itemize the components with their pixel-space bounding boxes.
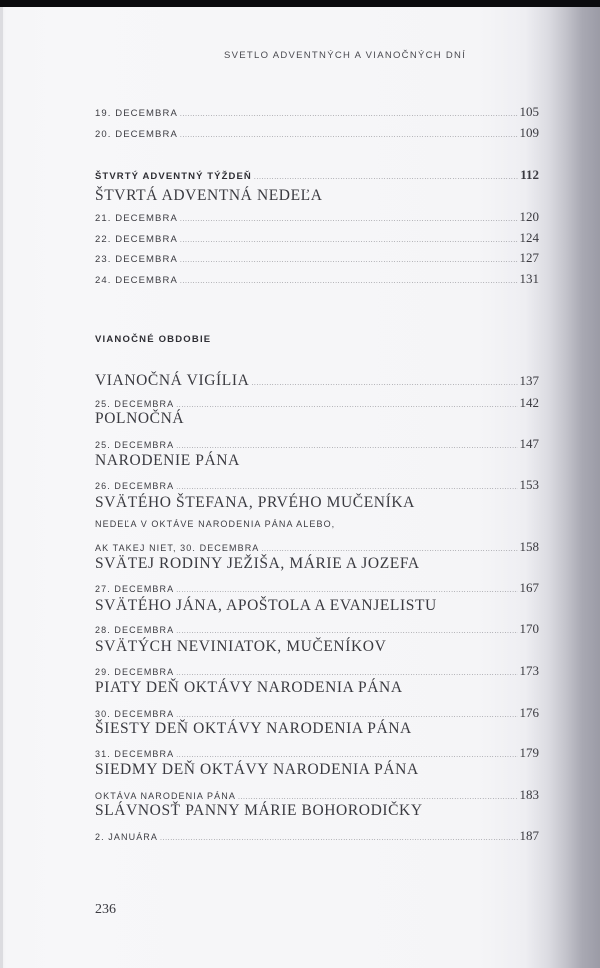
toc-feast-title: ŠTVRTÁ ADVENTNÁ NEDEĽA (95, 187, 323, 204)
leader-dots (180, 216, 518, 223)
toc-page-number: 105 (519, 104, 539, 119)
scan-top-edge (0, 0, 600, 7)
toc-feast-title: SVÄTÝCH NEVINIATOK, MUČENÍKOV (95, 638, 387, 655)
toc-entry-label: 26. DECEMBRA (95, 481, 175, 491)
toc-entry-label: AK TAKEJ NIET, 30. DECEMBRA (95, 543, 260, 553)
toc-entry (95, 104, 539, 120)
toc-page-number: 153 (519, 477, 539, 492)
toc-page-number: 170 (519, 621, 539, 636)
toc-entry (95, 745, 539, 761)
toc-entry-label: 22. DECEMBRA (95, 234, 178, 245)
toc-page-number: 158 (519, 539, 539, 554)
leader-dots (261, 546, 517, 553)
leader-dots (180, 278, 518, 285)
toc-week-entry (95, 167, 539, 183)
toc-entry-label: ŠTVRTÝ ADVENTNÝ TÝŽDEŇ (95, 171, 252, 182)
toc-entry-label: 28. DECEMBRA (95, 625, 175, 635)
toc-feast-title: POLNOČNÁ (95, 410, 185, 427)
toc-entry-label: 25. DECEMBRA (95, 440, 175, 450)
toc-entry (95, 250, 539, 266)
toc-entry (95, 209, 539, 225)
toc-entry-label: 2. JANUÁRA (95, 832, 159, 842)
toc-entry-label: 31. DECEMBRA (95, 749, 175, 759)
toc-entry-label: 30. DECEMBRA (95, 709, 175, 719)
toc-entry (95, 271, 539, 287)
page-number: 236 (95, 902, 116, 917)
toc-entry (95, 436, 539, 452)
leader-dots (160, 835, 517, 842)
toc-page-number: 183 (519, 787, 539, 802)
leader-dots (180, 257, 518, 264)
toc-page-number: 173 (519, 663, 539, 678)
toc-entry-label: OKTÁVA NARODENIA PÁNA (95, 791, 236, 801)
leader-dots (180, 111, 518, 118)
toc-feast-title: NARODENIE PÁNA (95, 452, 240, 469)
running-head: SVETLO ADVENTNÝCH A VIANOČNÝCH DNÍ (224, 50, 467, 61)
toc-entry-label: 19. DECEMBRA (95, 108, 178, 119)
toc-feast-title: SIEDMY DEŇ OKTÁVY NARODENIA PÁNA (95, 761, 419, 778)
toc-entry (95, 580, 539, 596)
toc-feast-title: SVÄTEJ RODINY JEŽIŠA, MÁRIE A JOZEFA (95, 555, 420, 572)
toc-page-number: 124 (519, 230, 539, 245)
toc-page-number: 187 (519, 828, 539, 843)
toc-page-number: 127 (519, 250, 539, 265)
toc-entry-label: 23. DECEMBRA (95, 254, 178, 265)
toc-entry (95, 787, 539, 803)
toc-entry (95, 230, 539, 246)
toc-entry (95, 705, 539, 721)
toc-entry-label: VIANOČNÁ VIGÍLIA (95, 372, 250, 389)
toc-page-number: 131 (519, 271, 539, 286)
toc-entry (95, 125, 539, 141)
toc-page-number: 112 (520, 167, 539, 182)
toc-entry (95, 621, 539, 637)
toc-page-number: 142 (519, 395, 539, 410)
toc-page-number: 147 (519, 436, 539, 451)
toc-entry (95, 395, 539, 411)
toc-entry (95, 477, 539, 493)
toc-page-number: 167 (519, 580, 539, 595)
toc-page-number: 179 (519, 745, 539, 760)
toc-entry-label: 25. DECEMBRA (95, 399, 175, 409)
toc-entry (95, 663, 539, 679)
toc-page-number: 137 (519, 373, 539, 388)
toc-page-number: 109 (519, 125, 539, 140)
toc-entry-label: 20. DECEMBRA (95, 129, 178, 140)
toc-feast-entry (95, 372, 539, 390)
leader-dots (176, 402, 517, 409)
toc-feast-title: SLÁVNOSŤ PANNY MÁRIE BOHORODIČKY (95, 802, 423, 819)
toc-feast-title: PIATY DEŇ OKTÁVY NARODENIA PÁNA (95, 679, 403, 696)
page-left-edge (0, 7, 3, 968)
leader-dots (176, 712, 517, 719)
toc-entry-label-line: NEDEĽA V OKTÁVE NARODENIA PÁNA ALEBO, (95, 519, 336, 529)
toc-page-number: 120 (519, 209, 539, 224)
leader-dots (251, 380, 517, 387)
leader-dots (176, 628, 517, 635)
leader-dots (176, 443, 517, 450)
leader-dots (176, 484, 517, 491)
leader-dots (176, 587, 517, 594)
toc-feast-title: SVÄTÉHO JÁNA, APOŠTOLA A EVANJELISTU (95, 597, 437, 614)
toc-entry-label: 24. DECEMBRA (95, 275, 178, 286)
toc-entry (95, 539, 539, 555)
leader-dots (180, 132, 518, 139)
leader-dots (176, 752, 517, 759)
toc-feast-title: SVÄTÉHO ŠTEFANA, PRVÉHO MUČENÍKA (95, 494, 415, 511)
toc-section-title: VIANOČNÉ OBDOBIE (95, 334, 212, 345)
leader-dots (238, 794, 518, 801)
toc-entry (95, 828, 539, 844)
leader-dots (176, 670, 517, 677)
leader-dots (254, 174, 518, 181)
toc-entry-label: 27. DECEMBRA (95, 584, 175, 594)
toc-page-number: 176 (519, 705, 539, 720)
leader-dots (180, 237, 518, 244)
toc-feast-title: ŠIESTY DEŇ OKTÁVY NARODENIA PÁNA (95, 720, 412, 737)
toc-entry-label: 21. DECEMBRA (95, 213, 178, 224)
toc-entry-label: 29. DECEMBRA (95, 667, 175, 677)
